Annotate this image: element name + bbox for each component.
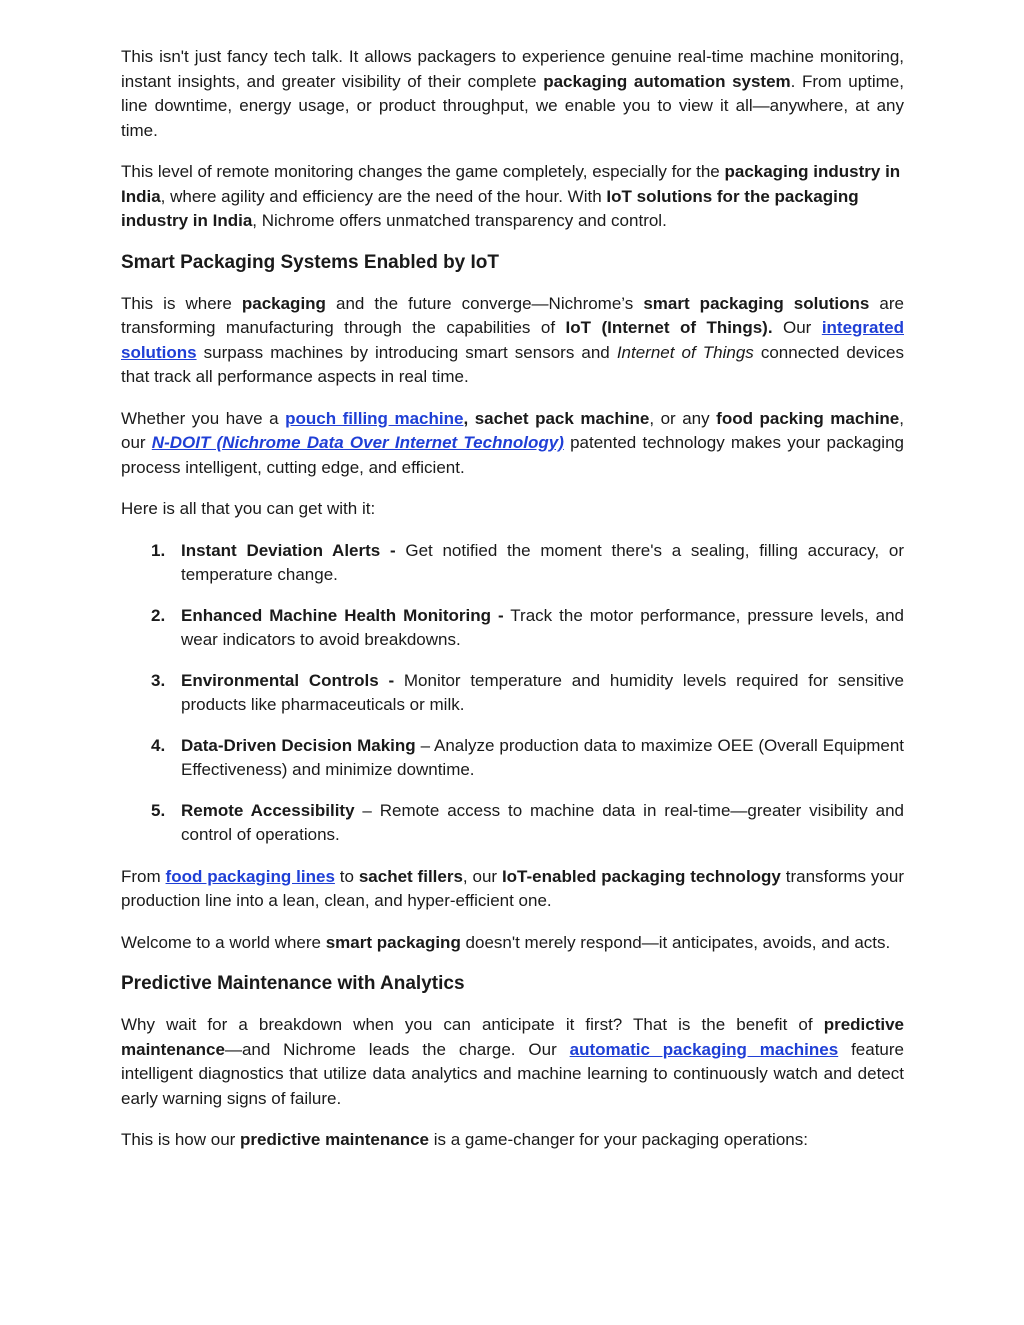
list-item: 1. Instant Deviation Alerts - Get notified the moment there's a sealing, filling accuracy, or temperature change. — [151, 540, 904, 584]
bold-term: predictive maintenance — [121, 1015, 904, 1059]
benefits-list — [121, 539, 904, 848]
paragraph-welcome: Welcome to a world where smart packaging doesn't merely respond—it anticipates, avoids, and acts. — [121, 932, 891, 952]
link-n-doit[interactable]: N-DOIT (Nichrome Data Over Internet Technology) — [151, 433, 564, 452]
paragraph-realtime-monitoring: This isn't just fancy tech talk. It allows packagers to experience genuine real-time machine monitoring, instant insights, and greater visibility of their complete packaging automation system. From uptime, line downtime, energy usage, or product throughput, we enable you to view it all—anywhere, at any time. — [121, 47, 904, 140]
list-item-title: Instant Deviation Alerts - — [181, 540, 396, 560]
document-page — [121, 45, 904, 1170]
bold-term: sachet fillers — [358, 866, 463, 886]
bold-term: packaging automation system — [543, 71, 791, 91]
bold-term: packaging industry in India — [121, 162, 901, 206]
link-integrated-solutions[interactable]: integrated solutions — [121, 318, 904, 362]
list-item-title: Remote Accessibility — [181, 800, 355, 820]
bold-term: predictive maintenance — [240, 1130, 430, 1149]
list-item: 3. Environmental Controls - Monitor temperature and humidity levels required for sensitive products like pharmaceuticals or milk. — [151, 670, 904, 714]
list-item-title: Environmental Controls - — [181, 670, 395, 690]
bold-term: , sachet pack machine — [463, 408, 650, 428]
link-pouch-filling-machine[interactable]: pouch filling machine — [285, 408, 464, 428]
bold-term: smart packaging — [325, 932, 461, 952]
link-automatic-packaging-machines[interactable]: automatic packaging machines — [569, 1039, 839, 1059]
heading-predictive-maintenance: Predictive Maintenance with Analytics — [121, 973, 465, 994]
bold-term: packaging — [241, 293, 326, 313]
bold-term: IoT (Internet of Things). — [565, 318, 773, 337]
paragraph-game-changer: This is how our predictive maintenance is a game-changer for your packaging operations: — [121, 1130, 808, 1149]
heading-smart-packaging: Smart Packaging Systems Enabled by IoT — [121, 251, 500, 273]
bold-term: IoT solutions for the packaging industry in India — [121, 186, 859, 230]
list-item: 5. Remote Accessibility – Remote access to machine data in real-time—greater visibility and control of operations. — [151, 800, 904, 844]
list-item-title: Enhanced Machine Health Monitoring - — [181, 605, 504, 625]
paragraph-remote-monitoring: This level of remote monitoring changes the game completely, especially for the packaging industry in India, where agility and efficiency are the need of the hour. With IoT solutions for the packaging industry in India, Nichrome offers unmatched transparency and control. — [121, 162, 901, 230]
list-item: 4. Data-Driven Decision Making – Analyze production data to maximize OEE (Overall Equipment Effectiveness) and minimize downtime. — [151, 735, 905, 779]
paragraph-list-intro: Here is all that you can get with it: — [121, 499, 376, 518]
bold-term: smart packaging solutions — [643, 293, 870, 313]
paragraph-food-packaging: From food packaging lines to sachet fillers, our IoT-enabled packaging technology transforms your production line into a lean, clean, and hyper-efficient one. — [121, 866, 904, 910]
paragraph-machines: Whether you have a pouch filling machine, sachet pack machine, or any food packing machine, our N-DOIT (Nichrome Data Over Internet Technology) patented technology makes your packaging process intelligent, cutting edge, and efficient. — [121, 408, 904, 477]
link-food-packaging-lines[interactable]: food packaging lines — [165, 866, 335, 886]
list-item: 2. Enhanced Machine Health Monitoring - Track the motor performance, pressure levels, and wear indicators to avoid breakdowns. — [151, 605, 905, 649]
italic-term: Internet of Things — [616, 342, 754, 362]
bold-term: IoT-enabled packaging technology — [501, 866, 781, 886]
paragraph-predictive: Why wait for a breakdown when you can anticipate it first? That is the benefit of predictive maintenance—and Nichrome leads the charge. Our automatic packaging machines feature intelligent diagnostics that utilize data analytics and machine learning to continuously watch and detect early warning signs of failure. — [121, 1015, 904, 1108]
bold-term: food packing machine — [716, 408, 900, 428]
list-item-title: Data-Driven Decision Making — [181, 735, 416, 755]
paragraph-smart-packaging: This is where packaging and the future converge—Nichrome’s smart packaging solutions are transforming manufacturing through the capabilities of IoT (Internet of Things). Our integrated solutions surpass machines by introducing smart sensors and Internet of Things connected devices that track all performance aspects in real time. — [121, 293, 904, 386]
